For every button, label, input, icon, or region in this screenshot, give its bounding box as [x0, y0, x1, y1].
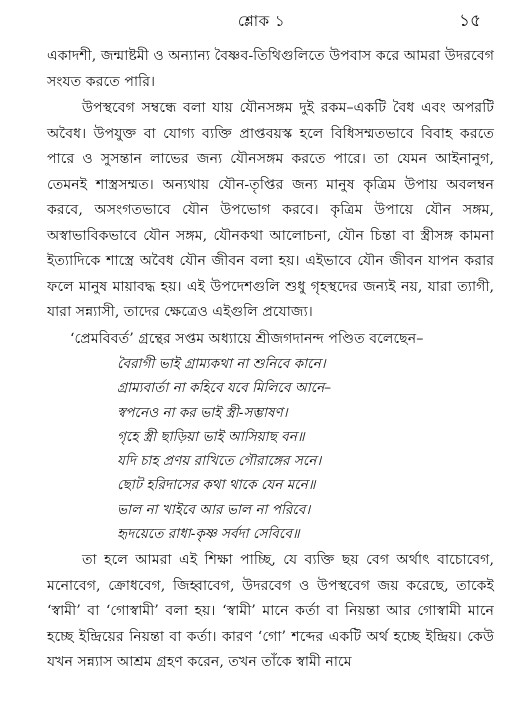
verse-line: যদি চাহ প্রণয় রাখিতে গৌরাঙ্গের সনে।: [117, 453, 322, 470]
verse-line: গ্রাম্যবার্তা না কহিবে যবে মিলিবে আনে–: [117, 380, 332, 397]
running-title: শ্লোক ১: [237, 12, 286, 30]
verse-line: হৃদয়েতে রাধা-কৃষ্ণ সর্বদা সেবিবে॥: [117, 526, 300, 543]
page-body: [47, 44, 494, 677]
verse-introduction: ‘প্রেমবিবর্ত’ গ্রন্থের সপ্তম অধ্যায়ে শ্রীজগদানন্দ পণ্ডিত বলেছেন–: [70, 330, 424, 347]
verse-line: ছোট হরিদাসের কথা থাকে যেন মনে॥: [117, 477, 316, 494]
verse-block: [117, 352, 494, 546]
paragraph-swami-definition: তা হলে আমরা এই শিক্ষা পাচ্ছি, যে ব্যক্তি ছয় বেগ অর্থাৎ বাচোবেগ, মনোবেগ, ক্রোধবেগ, জিহ্বাবেগ, উদরবেগ ও উপস্থবেগ জয় করেছে, তাকেই ‘স্বামী’ বা ‘গোস্বামী’ বলা হয়। ‘স্বামী’ মানে কর্তা বা নিয়ন্তা আর গোস্বামী মানে হচ্ছে ইন্দ্রিয়ের নিয়ন্তা বা কর্তা। কারণ ‘গো’ শব্দের একটি অর্থ হচ্ছে ইন্দ্রিয়। কেউ যখন সন্ন্যাস আশ্রম গ্রহণ করেন, তখন তাঁকে স্বামী নামে: [47, 552, 494, 671]
paragraph-sexual-urge: উপস্থবেগ সম্বন্ধে বলা যায় যৌনসঙ্গম দুই রকম–একটি বৈধ এবং অপরটি অবৈধ। উপযুক্ত বা যোগ্য ব্যক্তি প্রাপ্তবয়স্ক হলে বিধিসম্মতভাবে বিবাহ করতে পারে ও সুসন্তান লাভের জন্য যৌনসঙ্গম করতে পারে। তা যেমন আইনানুগ, তেমনই শাস্ত্রসম্মত। অন্যথায় যৌন-তৃপ্তির জন্য মানুষ কৃত্রিম উপায় অবলম্বন করবে, অসংগতভাবে যৌন উপভোগ করবে। কৃত্রিম উপায়ে যৌন সঙ্গম, অস্বাভাবিকভাবে যৌন সঙ্গম, যৌনকথা আলোচনা, যৌন চিন্তা বা স্ত্রীসঙ্গ কামনা ইত্যাদিকে শাস্ত্রে অবৈধ যৌন জীবন বলা হয়। এইভাবে যৌন জীবন যাপন করার ফলে মানুষ মায়াবদ্ধ হয়। এই উপদেশগুলি শুধু গৃহস্থদের জন্যই নয়, যারা ত্যাগী, যারা সন্ন্যাসী, তাদের ক্ষেত্রেও এইগুলি প্রযোজ্য।: [47, 100, 494, 320]
verse-line: স্বপনেও না কর ভাই স্ত্রী-সম্ভাষণ।: [117, 404, 288, 421]
verse-line: বৈরাগী ভাই গ্রাম্যকথা না শুনিবে কানে।: [117, 356, 326, 372]
verse-line: ভাল না খাইবে আর ভাল না পরিবে।: [117, 501, 311, 518]
page-header: [0, 8, 523, 34]
page-number: ১৫: [458, 11, 481, 31]
verse-line: গৃহে স্ত্রী ছাড়িয়া ভাই আসিয়াছ বন॥: [117, 428, 305, 445]
paragraph-fasting: একাদশী, জন্মাষ্টমী ও অন্যান্য বৈষ্ণব-তিথিগুলিতে উপবাস করে আমরা উদরবেগ সংযত করতে পারি।: [47, 48, 494, 90]
